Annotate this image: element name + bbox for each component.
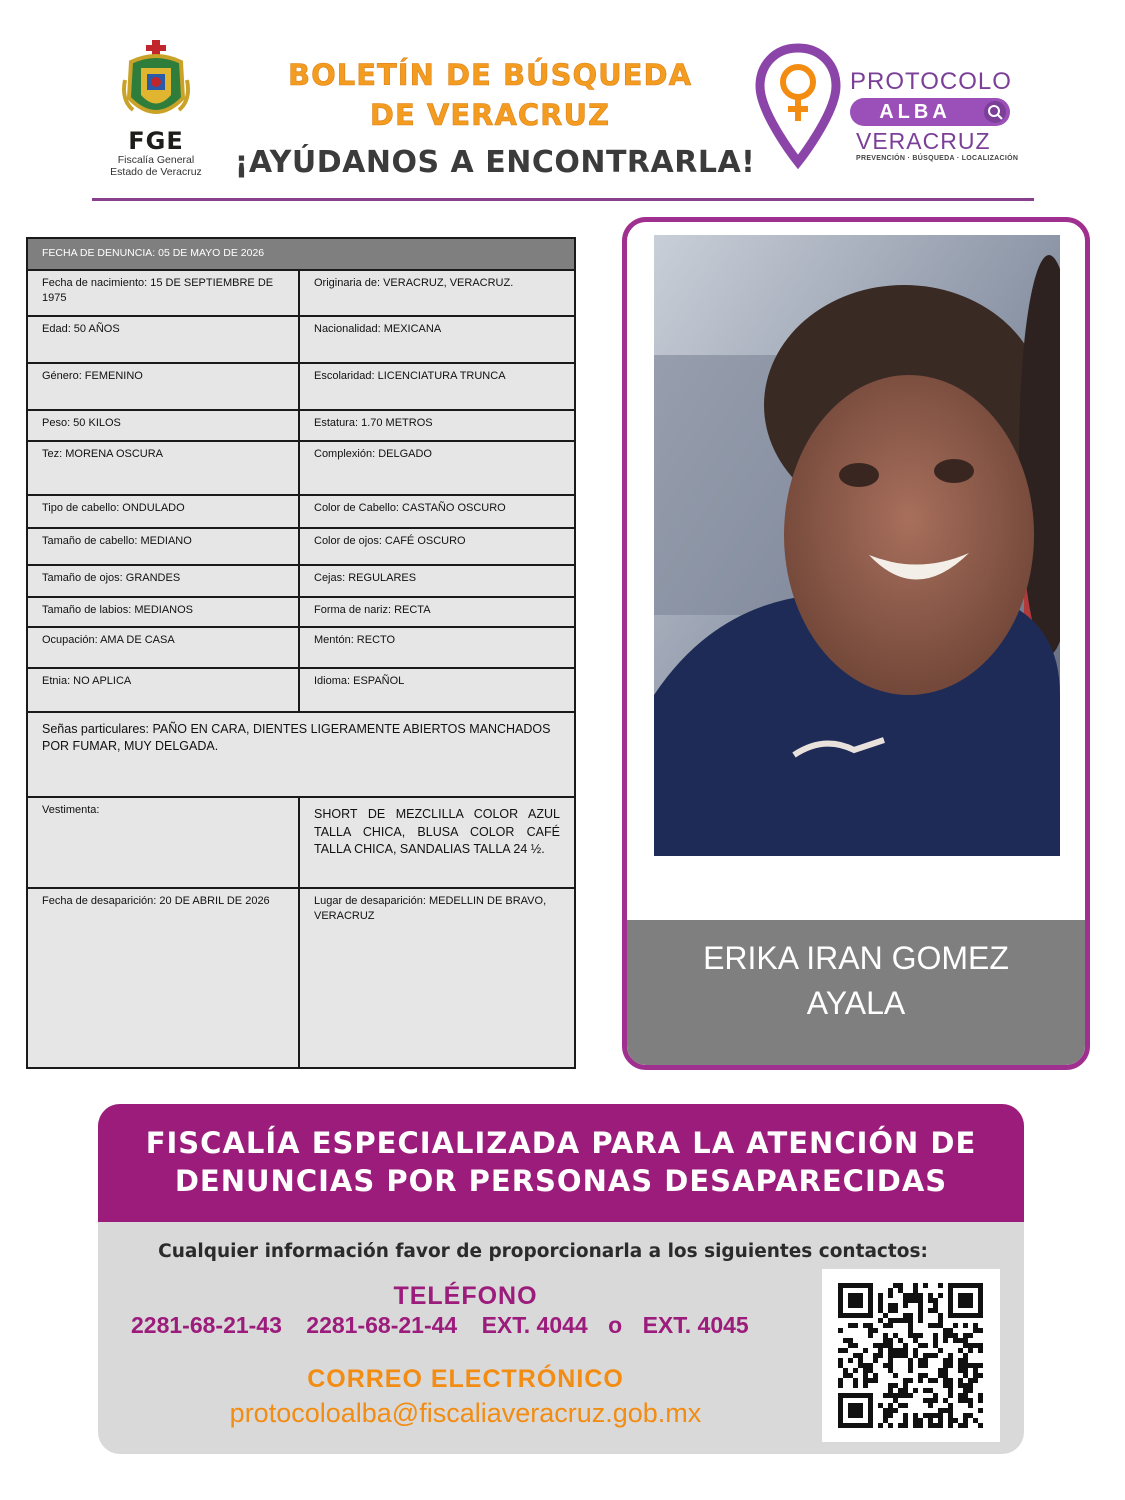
hair-color: Color de Cabello: CASTAÑO OSCURO — [299, 495, 575, 528]
fge-name-line-2: Estado de Veracruz — [110, 166, 202, 178]
extension-separator: o — [608, 1312, 623, 1338]
table-row — [27, 797, 575, 888]
qr-code[interactable] — [822, 1269, 1000, 1442]
skin-tone: Tez: MORENA OSCURA — [27, 441, 299, 495]
prosecutor-title — [98, 1124, 1024, 1200]
phone-numbers — [131, 1312, 749, 1339]
complaint-date: FECHA DE DENUNCIA: 05 DE MAYO DE 2026 — [27, 238, 575, 270]
table-row — [27, 316, 575, 363]
nose-shape: Forma de nariz: RECTA — [299, 597, 575, 627]
qr-code-icon — [822, 1269, 1000, 1442]
disappearance-date: Fecha de desaparición: 20 DE ABRIL DE 2026 — [27, 888, 299, 1068]
bulletin-title-line-2: DE VERACRUZ — [369, 98, 611, 132]
alba-text: ALBA — [879, 101, 951, 123]
eye-color: Color de ojos: CAFÉ OSCURO — [299, 528, 575, 565]
prosecutor-band — [98, 1104, 1024, 1222]
phone-label: TELÉFONO — [393, 1282, 538, 1310]
birth-date: Fecha de nacimiento: 15 DE SEPTIEMBRE DE 1975 — [27, 270, 299, 316]
header-divider — [92, 198, 1034, 201]
name-line-1: ERIKA IRAN GOMEZ — [703, 940, 1009, 976]
table-row — [27, 441, 575, 495]
table-row — [27, 668, 575, 712]
contact-note: Cualquier información favor de proporcionarla a los siguientes contactos: — [158, 1241, 928, 1262]
phone-number-2[interactable]: 2281-68-21-44 — [306, 1312, 458, 1338]
alba-veracruz-text: VERACRUZ — [856, 128, 991, 154]
language: Idioma: ESPAÑOL — [299, 668, 575, 712]
missing-person-photo — [654, 235, 1060, 856]
ethnicity: Etnia: NO APLICA — [27, 668, 299, 712]
gender: Género: FEMENINO — [27, 363, 299, 410]
table-row — [27, 712, 575, 797]
complaint-date-row — [27, 238, 575, 270]
missing-person-card — [622, 217, 1090, 1070]
missing-person-name — [627, 936, 1085, 1026]
prosecutor-title-line-1: FISCALÍA ESPECIALIZADA PARA LA ATENCIÓN DE — [145, 1126, 977, 1160]
hair-length: Tamaño de cabello: MEDIANO — [27, 528, 299, 565]
fge-abbreviation: FGE — [128, 127, 184, 155]
bulletin-title — [230, 55, 750, 135]
phone-number-1[interactable]: 2281-68-21-43 — [131, 1312, 282, 1338]
email-address[interactable]: protocoloalba@fiscaliaveracruz.gob.mx — [229, 1398, 702, 1428]
chin: Mentón: RECTO — [299, 627, 575, 668]
magnifier-icon — [984, 101, 1006, 123]
bulletin-title-line-1: BOLETÍN DE BÚSQUEDA — [287, 58, 693, 92]
contact-footer — [98, 1104, 1024, 1454]
table-row — [27, 565, 575, 597]
eyebrows: Cejas: REGULARES — [299, 565, 575, 597]
alba-protocolo-text: PROTOCOLO — [850, 68, 1012, 95]
height: Estatura: 1.70 METROS — [299, 410, 575, 441]
alba-pill — [850, 98, 1010, 126]
location-pin-venus-icon — [752, 42, 844, 170]
coat-of-arms-icon — [121, 40, 191, 128]
extension-2: EXT. 4045 — [642, 1312, 749, 1338]
protocolo-alba-logo — [752, 42, 1022, 172]
weight: Peso: 50 KILOS — [27, 410, 299, 441]
occupation: Ocupación: AMA DE CASA — [27, 627, 299, 668]
name-band — [627, 920, 1085, 1065]
table-row — [27, 495, 575, 528]
name-line-2: AYALA — [806, 985, 906, 1021]
help-slogan: ¡AYÚDANOS A ENCONTRARLA! — [234, 145, 756, 180]
hair-type: Tipo de cabello: ONDULADO — [27, 495, 299, 528]
extension-1: EXT. 4044 — [481, 1312, 588, 1338]
table-row — [27, 528, 575, 565]
distinguishing-marks: Señas particulares: PAÑO EN CARA, DIENTES LIGERAMENTE ABIERTOS MANCHADOS POR FUMAR, MUY DELGADA. — [27, 712, 575, 797]
disappearance-place: Lugar de desaparición: MEDELLIN DE BRAVO, VERACRUZ — [299, 888, 575, 1068]
table-row — [27, 270, 575, 316]
clothing-value: SHORT DE MEZCLILLA COLOR AZUL TALLA CHICA, BLUSA COLOR CAFÉ TALLA CHICA, SANDALIAS TALLA 24 ½. — [299, 797, 575, 888]
clothing-label: Vestimenta: — [27, 797, 299, 888]
table-row — [27, 597, 575, 627]
eye-size: Tamaño de ojos: GRANDES — [27, 565, 299, 597]
prosecutor-title-line-2: DENUNCIAS POR PERSONAS DESAPARECIDAS — [174, 1164, 948, 1198]
table-row — [27, 888, 575, 1068]
lip-size: Tamaño de labios: MEDIANOS — [27, 597, 299, 627]
build: Complexión: DELGADO — [299, 441, 575, 495]
nationality: Nacionalidad: MEXICANA — [299, 316, 575, 363]
email-label: CORREO ELECTRÓNICO — [307, 1365, 624, 1393]
origin: Originaria de: VERACRUZ, VERACRUZ. — [299, 270, 575, 316]
person-data-table — [26, 237, 576, 1069]
education: Escolaridad: LICENCIATURA TRUNCA — [299, 363, 575, 410]
age: Edad: 50 AÑOS — [27, 316, 299, 363]
table-row — [27, 627, 575, 668]
fge-logo — [100, 40, 212, 185]
table-row — [27, 410, 575, 441]
alba-tagline: PREVENCIÓN · BÚSQUEDA · LOCALIZACIÓN — [856, 155, 1019, 162]
fge-name-line-1: Fiscalía General — [117, 154, 195, 166]
portrait-illustration-icon — [654, 235, 1060, 856]
table-row — [27, 363, 575, 410]
